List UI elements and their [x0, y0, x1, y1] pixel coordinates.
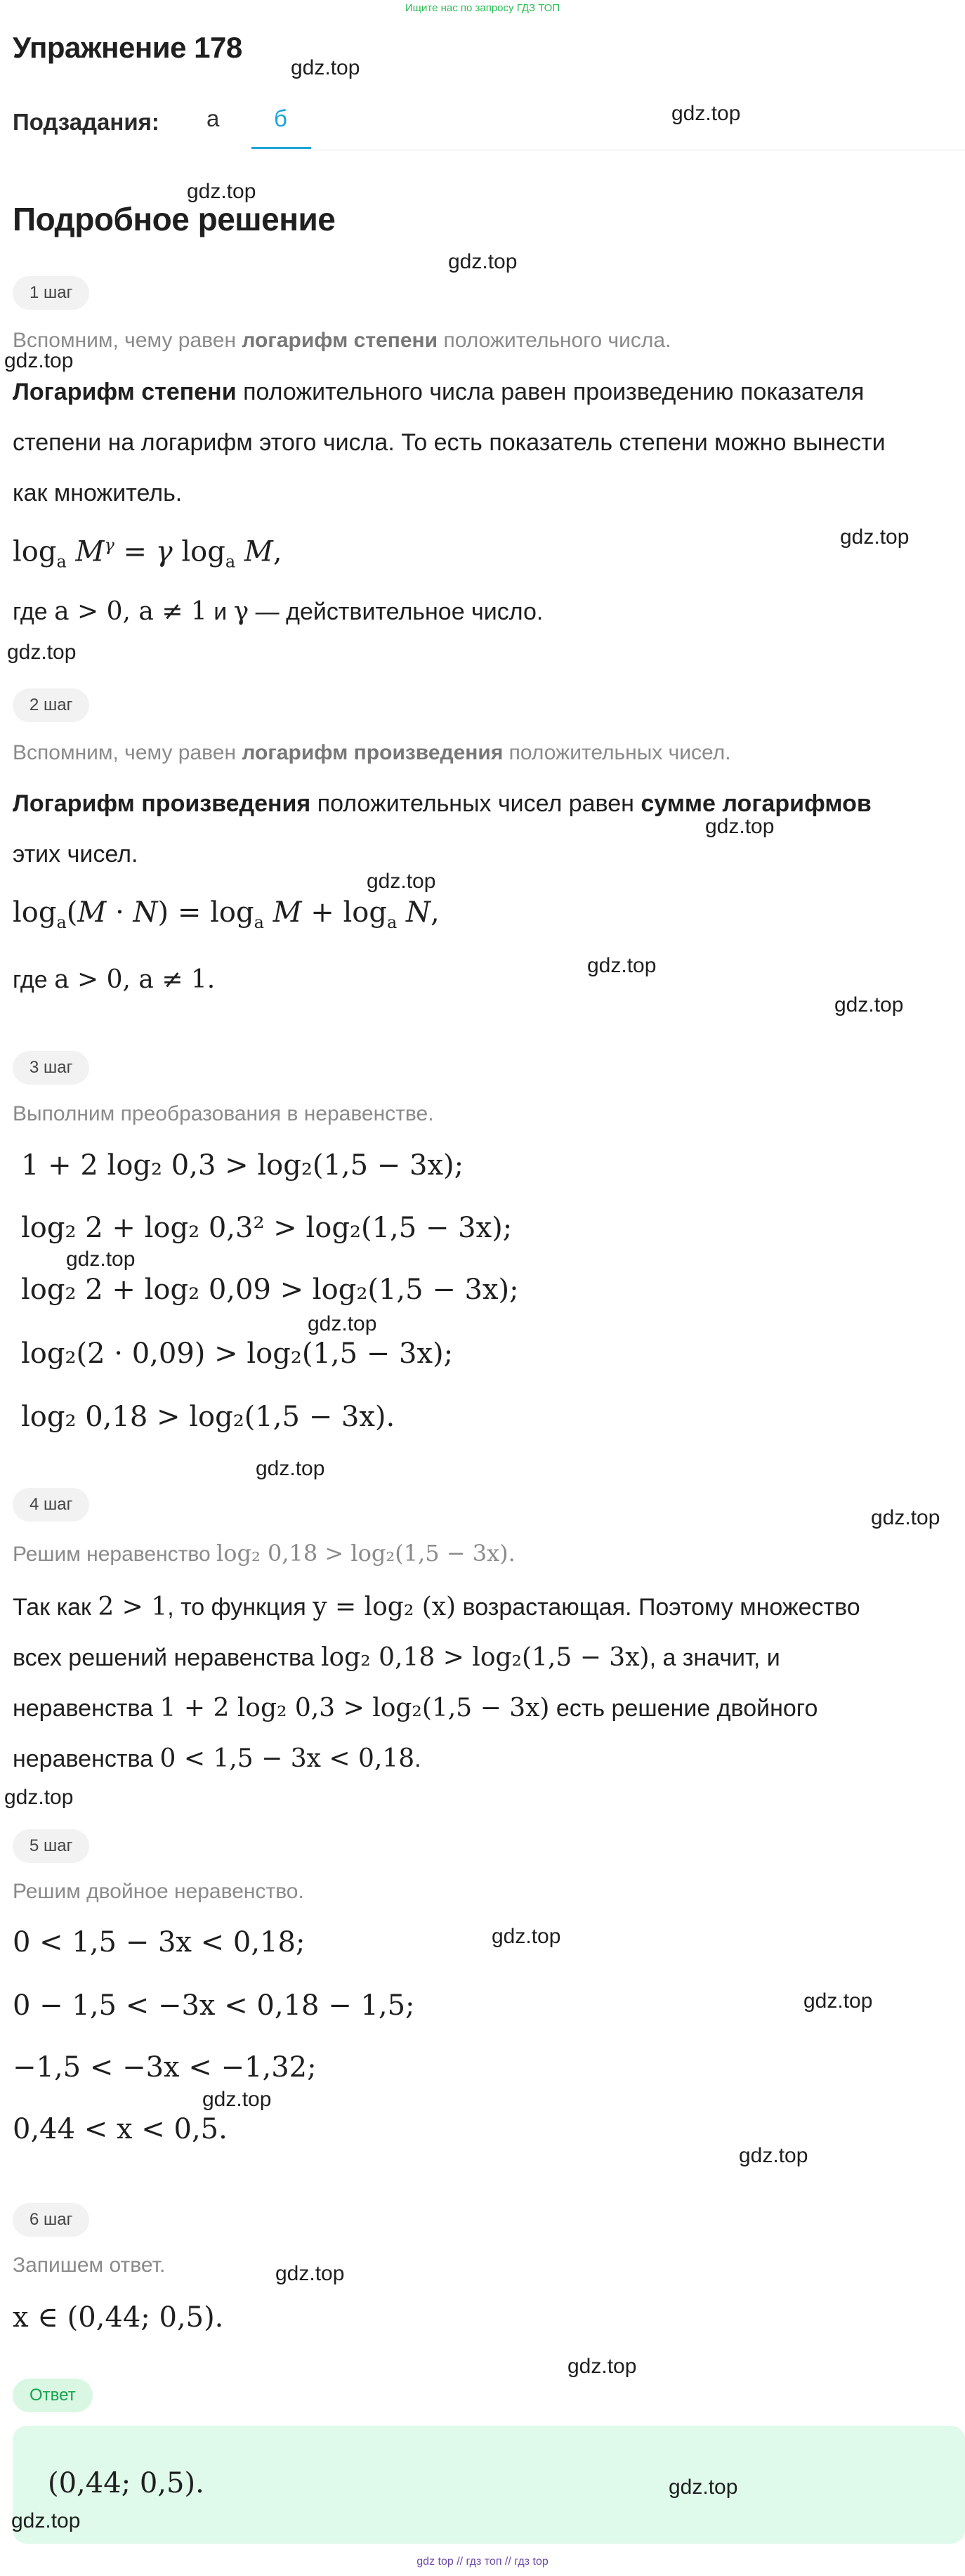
watermark: gdz.top: [66, 1248, 136, 1271]
step-hint: Выполним преобразования в неравенстве.: [13, 1102, 434, 1125]
step-hint: Вспомним, чему равен логарифм произведения положительных чисел.: [13, 741, 731, 764]
formula: $\log_a(M \cdot N) = \log_a M + \log_a N$,: [13, 896, 440, 932]
tab-subtask-a[interactable]: а: [206, 105, 220, 131]
step-text: где a > 0, a ≠ 1 и γ — действительное число.: [13, 597, 544, 626]
step-text: Логарифм степени положительного числа равен произведению показателя степени на логарифм этого числа. То есть показатель степени можно вынести как множитель.: [13, 379, 886, 506]
answer-value: (0,44; 0,5).: [48, 2467, 204, 2499]
step-text: Логарифм произведения положительных чисел равен сумме логарифмов этих чисел.: [13, 790, 872, 868]
answer-formula: x ∈ (0,44; 0,5).: [13, 2301, 224, 2334]
inequality-line: 0,44 < x < 0,5.: [13, 2113, 228, 2145]
watermark: gdz.top: [291, 56, 360, 79]
watermark: gdz.top: [367, 870, 436, 893]
watermark: gdz.top: [871, 1506, 940, 1529]
watermark: gdz.top: [840, 525, 910, 549]
watermark: gdz.top: [4, 1786, 74, 1809]
watermark: gdz.top: [739, 2144, 808, 2167]
watermark: gdz.top: [202, 2088, 272, 2111]
watermark: gdz.top: [256, 1457, 325, 1480]
inequality-line: log₂ 2 + log₂ 0,09 > log₂(1,5 − 3x);: [21, 1274, 519, 1306]
step-hint: Решим двойное неравенство.: [13, 1880, 304, 1903]
step-pill: 6 шаг: [13, 2203, 89, 2237]
inequality-line: 0 − 1,5 < −3x < 0,18 − 1,5;: [13, 1989, 415, 2022]
watermark: gdz.top: [4, 349, 74, 372]
watermark: gdz.top: [11, 2509, 81, 2532]
step-text: где a > 0, a ≠ 1.: [13, 965, 216, 994]
active-tab-indicator: [251, 147, 311, 149]
step-text: Так как 2 > 1, то функция y = log₂ (x) возрастающая. Поэтому множество всех решений неравенства log₂ 0,18 > log₂(1,5 − 3x), а значит, и неравенства 1 + 2 log₂ 0,3 > log₂(1,5 − 3x) есть решение двойного неравенства 0 < 1,5 − 3x < 0,18.: [13, 1593, 860, 1773]
watermark: gdz.top: [671, 102, 741, 125]
watermark: gdz.top: [834, 993, 904, 1016]
step-pill: 5 шаг: [13, 1829, 89, 1863]
watermark: gdz.top: [803, 1989, 873, 2013]
step-pill: 4 шаг: [13, 1488, 89, 1522]
watermark: gdz.top: [448, 250, 518, 273]
watermark: gdz.top: [705, 815, 775, 838]
tab-subtask-b[interactable]: б: [274, 105, 287, 131]
inequality-line: −1,5 < −3x < −1,32;: [13, 2051, 317, 2084]
footer-links[interactable]: gdz top // гдз топ // гдз top: [416, 2556, 549, 2568]
answer-pill: Ответ: [13, 2379, 93, 2412]
step-hint: Запишем ответ.: [13, 2254, 166, 2277]
step-pill: 3 шаг: [13, 1051, 89, 1085]
subtasks-label: Подзадания:: [13, 109, 159, 135]
page-title: Упражнение 178: [13, 31, 242, 64]
top-banner: Ищите нас по запросу ГДЗ ТОП: [405, 2, 560, 14]
watermark: gdz.top: [275, 2262, 345, 2285]
solution-title: Подробное решение: [13, 201, 336, 237]
step-pill: 1 шаг: [13, 276, 89, 310]
inequality-line: 1 + 2 log₂ 0,3 > log₂(1,5 − 3x);: [21, 1149, 464, 1182]
watermark: gdz.top: [492, 1925, 561, 1948]
inequality-line: log₂(2 · 0,09) > log₂(1,5 − 3x);: [21, 1338, 454, 1370]
inequality-line: 0 < 1,5 − 3x < 0,18;: [13, 1926, 306, 1959]
watermark: gdz.top: [187, 180, 256, 203]
watermark: gdz.top: [669, 2476, 738, 2499]
inequality-line: log₂ 2 + log₂ 0,3² > log₂(1,5 − 3x);: [21, 1212, 513, 1244]
step-hint: Решим неравенство log₂ 0,18 > log₂(1,5 − 3x).: [13, 1540, 516, 1567]
watermark: gdz.top: [308, 1312, 377, 1335]
formula: $\log_a M^\gamma = \gamma$ $\log_a M$,: [13, 535, 282, 572]
watermark: gdz.top: [587, 954, 657, 977]
watermark: gdz.top: [567, 2355, 637, 2378]
watermark: gdz.top: [7, 641, 77, 664]
inequality-line: log₂ 0,18 > log₂(1,5 − 3x).: [21, 1401, 395, 1433]
step-hint: Вспомним, чему равен логарифм степени положительного числа.: [13, 329, 671, 352]
step-pill: 2 шаг: [13, 688, 89, 722]
